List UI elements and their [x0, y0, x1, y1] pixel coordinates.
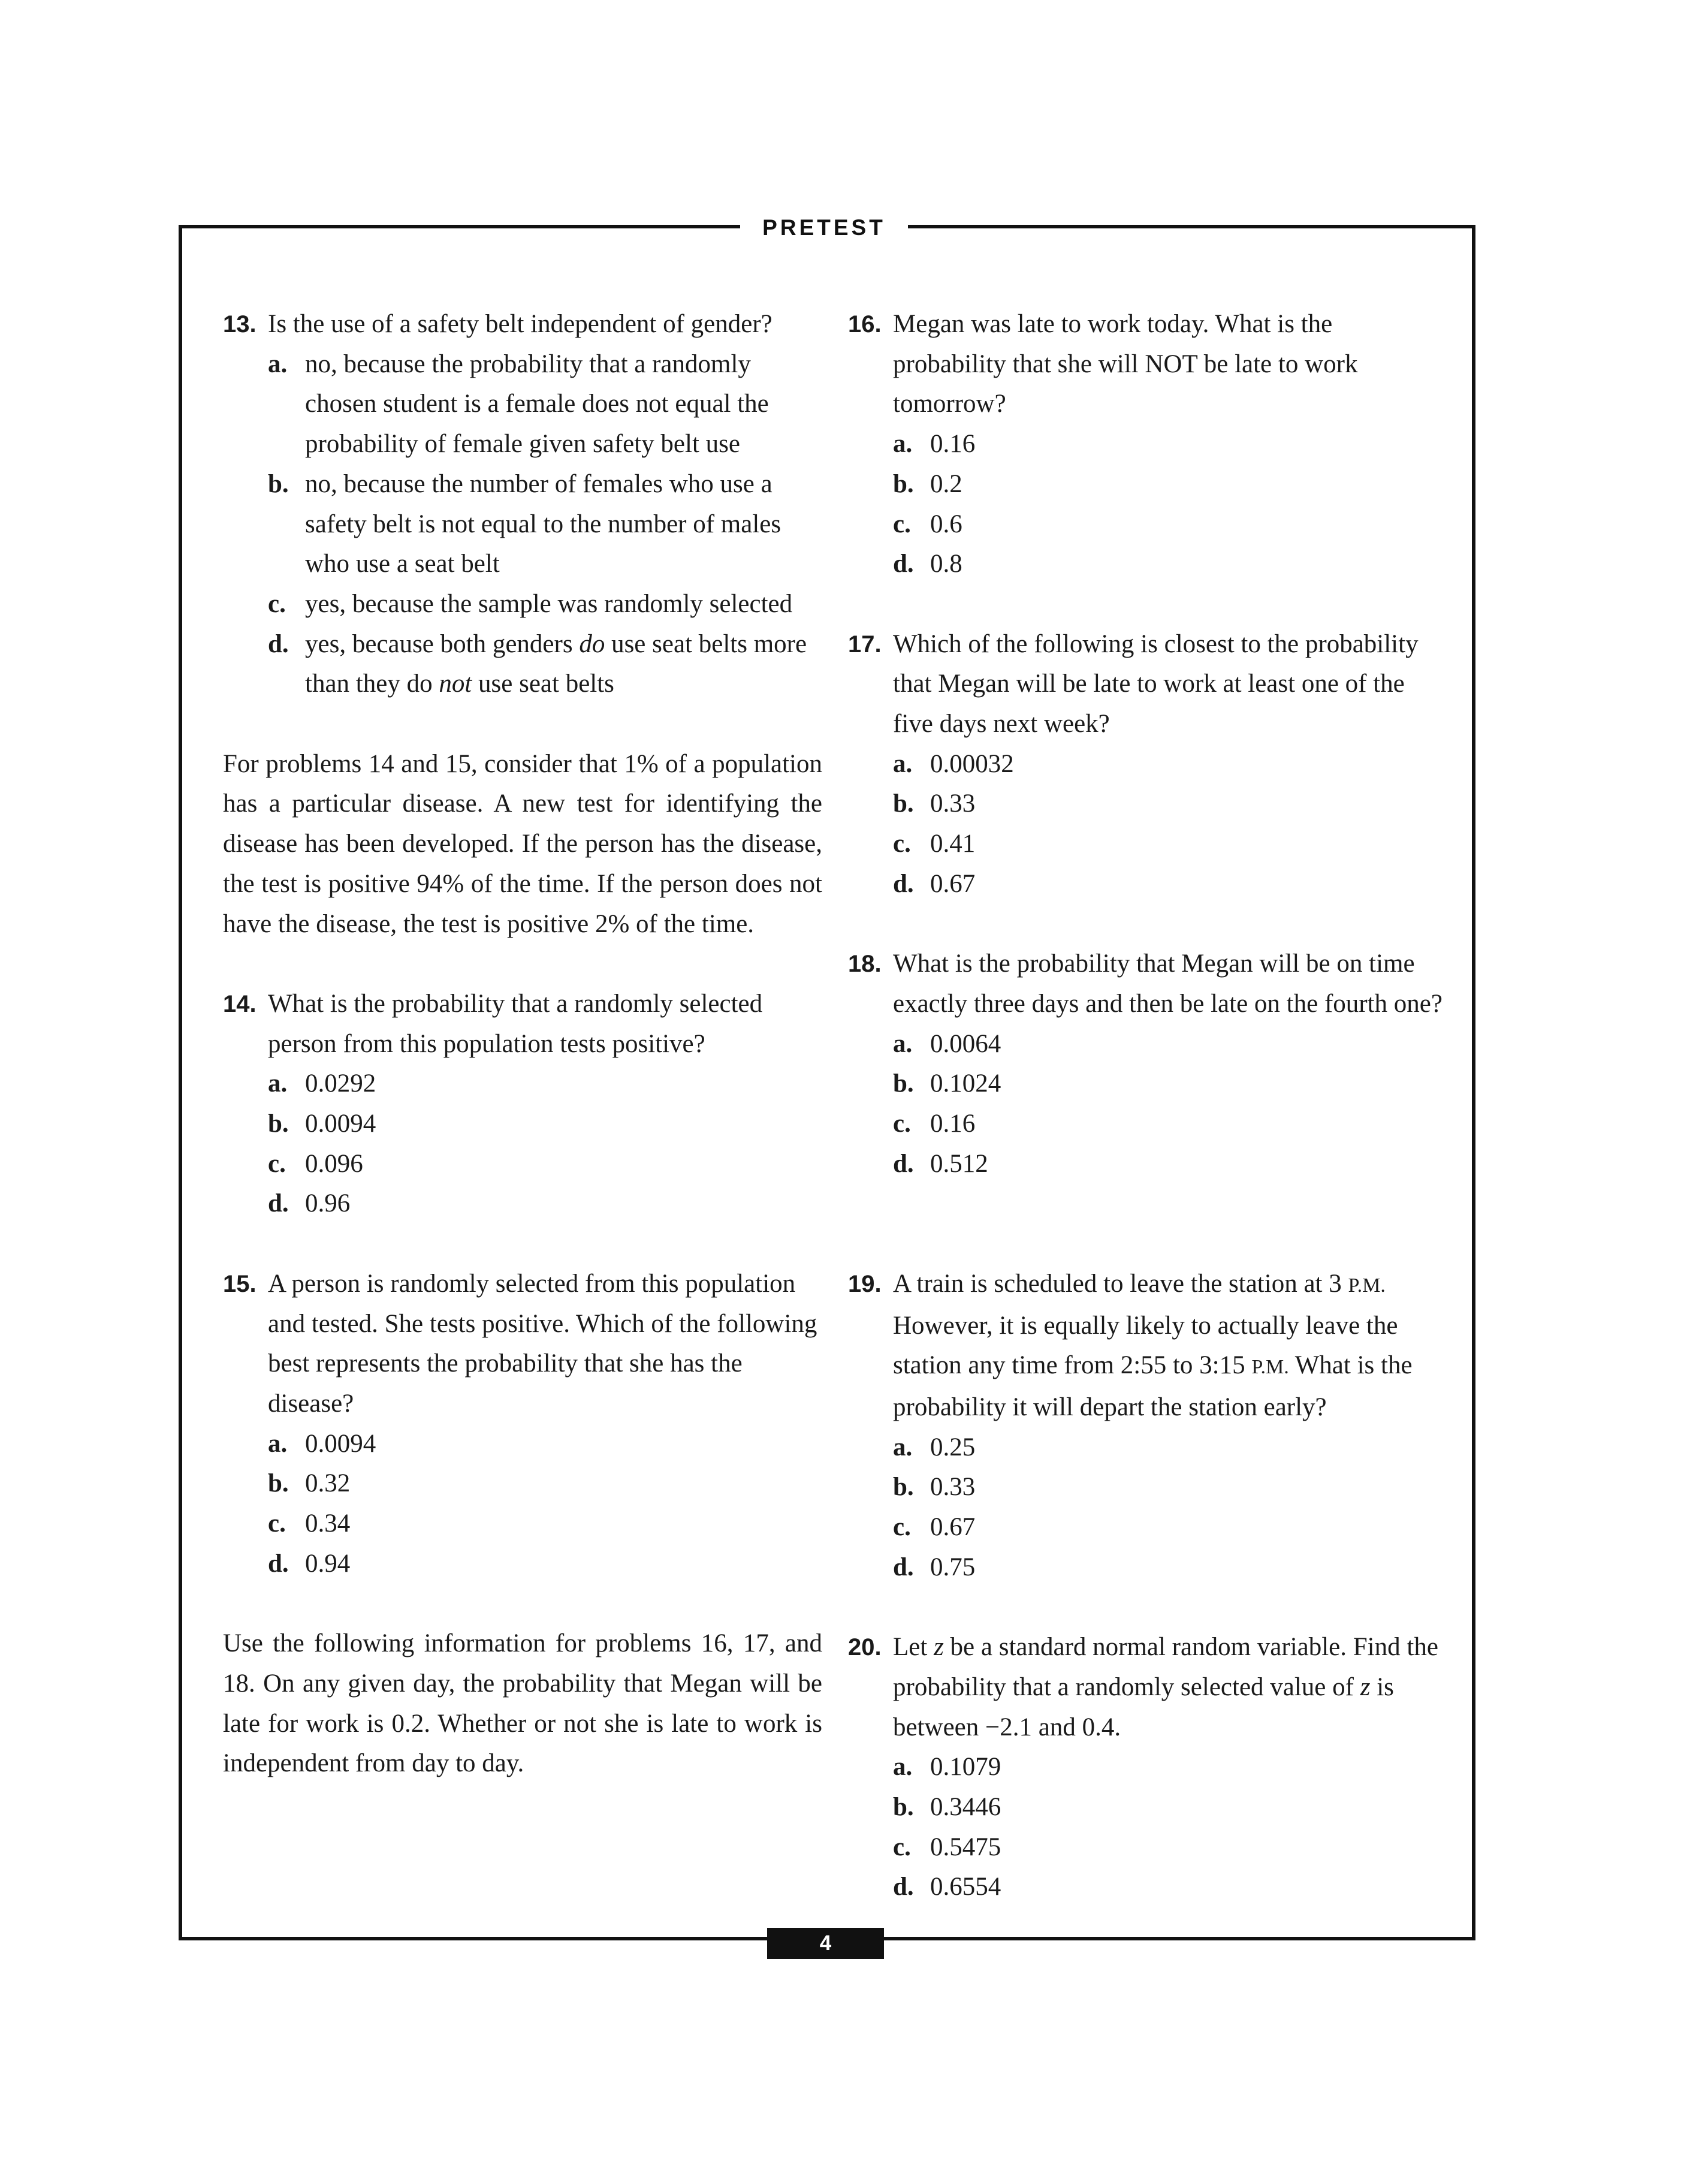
option-label: b. [893, 469, 914, 498]
option-text: 0.512 [930, 1149, 988, 1178]
option-13c[interactable] [268, 584, 822, 625]
question-number: 19. [848, 1270, 882, 1297]
option-19a[interactable] [893, 1428, 1447, 1468]
option-text: no, because the probability that a randomly chosen student is a female does not equal the probability of female given safety belt use [305, 349, 769, 459]
option-15d[interactable] [268, 1544, 822, 1584]
option-label: c. [893, 1833, 911, 1861]
option-16a[interactable] [893, 424, 1447, 465]
option-20a[interactable] [893, 1747, 1447, 1788]
option-text: 0.00032 [930, 749, 1014, 778]
time-pm: P.M. [1251, 1356, 1289, 1379]
question-text: What is the probability that Megan will be on time exactly three days and then be late on the fourth one? [893, 950, 1443, 1018]
question-number: 18. [848, 951, 882, 978]
option-text: 0.3446 [930, 1792, 1001, 1821]
question-text: Is the use of a safety belt independent of gender? [268, 310, 772, 338]
option-15b[interactable] [268, 1464, 822, 1504]
option-text: 0.2 [930, 469, 962, 498]
option-text: 0.0292 [305, 1069, 376, 1098]
option-label: c. [268, 1149, 286, 1178]
question-text: Megan was late to work today. What is the probability that she will NOT be late to work tomorrow? [893, 310, 1358, 418]
option-13a[interactable] [268, 345, 822, 465]
option-text: 0.32 [305, 1469, 351, 1498]
option-label: b. [268, 1110, 289, 1138]
option-18d[interactable] [893, 1144, 1447, 1185]
option-20c[interactable] [893, 1828, 1447, 1868]
option-label: a. [268, 349, 288, 378]
option-text: 0.0094 [305, 1429, 376, 1458]
option-15a[interactable] [268, 1424, 822, 1464]
question-text: Which of the following is closest to the probability that Megan will be late to work at least one of the five days next week? [893, 629, 1419, 739]
question-number: 15. [223, 1270, 256, 1297]
page-number: 4 [767, 1928, 884, 1959]
option-label: b. [893, 1792, 914, 1821]
option-17c[interactable] [893, 824, 1447, 864]
question-text: A train is scheduled to leave the station at 3 P.M. However, it is equally likely to actually leave the station any time from 2:55 to 3:15 P.M. What is the probability it will depart the station early? [893, 1269, 1413, 1421]
option-label: a. [893, 1433, 913, 1461]
option-text: 0.6 [930, 510, 962, 538]
option-label: b. [268, 469, 289, 498]
option-17a[interactable] [893, 745, 1447, 785]
option-label: b. [893, 789, 914, 818]
option-20d[interactable] [893, 1867, 1447, 1907]
option-label: b. [268, 1469, 289, 1498]
option-label: a. [893, 1029, 913, 1058]
question-14 [223, 984, 822, 1224]
question-number: 17. [848, 631, 882, 658]
option-text: 0.41 [930, 830, 976, 858]
option-14b[interactable] [268, 1104, 822, 1144]
right-column [848, 305, 1447, 1907]
option-text: 0.67 [930, 1513, 976, 1542]
option-16d[interactable] [893, 544, 1447, 584]
option-19b[interactable] [893, 1467, 1447, 1508]
option-label: d. [268, 1549, 289, 1578]
option-label: d. [893, 869, 914, 898]
option-text: 0.0064 [930, 1029, 1001, 1058]
variable-z: z [934, 1633, 944, 1662]
option-text: 0.5475 [930, 1833, 1001, 1861]
option-20b[interactable] [893, 1788, 1447, 1828]
option-text: 0.67 [930, 869, 976, 898]
option-label: d. [893, 550, 914, 578]
option-label: d. [268, 629, 289, 658]
option-text: 0.75 [930, 1553, 976, 1581]
intro-paragraph-16-18: Use the following information for problems 16, 17, and 18. On any given day, the probability that Megan will be late for work is 0.2. Whether or not she is late to work is independent from day to day. [223, 1629, 822, 1778]
option-label: c. [893, 1513, 911, 1542]
option-text: 0.34 [305, 1509, 351, 1538]
option-text: 0.0094 [305, 1110, 376, 1138]
option-text: 0.94 [305, 1549, 351, 1578]
option-18a[interactable] [893, 1024, 1447, 1065]
option-text: 0.1079 [930, 1753, 1001, 1782]
option-text: 0.1024 [930, 1069, 1001, 1098]
option-label: d. [893, 1149, 914, 1178]
time-pm: P.M. [1348, 1274, 1386, 1297]
question-13 [223, 305, 822, 704]
option-label: a. [893, 430, 913, 459]
option-label: a. [893, 749, 913, 778]
option-17d[interactable] [893, 864, 1447, 905]
option-15c[interactable] [268, 1504, 822, 1544]
option-label: c. [893, 1110, 911, 1138]
question-20 [848, 1627, 1447, 1907]
option-text: 0.8 [930, 550, 962, 578]
option-text: yes, because both genders do use seat belts more than they do not use seat belts [305, 629, 807, 698]
option-label: d. [268, 1189, 289, 1218]
question-text: A person is randomly selected from this population and tested. She tests positive. Which of the following best represents the probability that she has the disease? [268, 1269, 817, 1418]
option-text: 0.16 [930, 430, 976, 459]
option-18c[interactable] [893, 1104, 1447, 1144]
option-16b[interactable] [893, 465, 1447, 505]
option-label: a. [268, 1069, 288, 1098]
question-text: Let z be a standard normal random variable. Find the probability that a randomly selected value of z is between −2.1 and 0.4. [893, 1633, 1438, 1741]
option-17b[interactable] [893, 784, 1447, 824]
header-title: PRETEST [740, 213, 908, 243]
option-text: 0.6554 [930, 1873, 1001, 1901]
option-label: a. [893, 1753, 913, 1782]
question-number: 14. [223, 990, 256, 1017]
option-14c[interactable] [268, 1144, 822, 1185]
question-number: 13. [223, 311, 256, 337]
question-18 [848, 944, 1447, 1184]
option-label: c. [893, 830, 911, 858]
option-label: c. [268, 589, 286, 618]
option-text: 0.33 [930, 1473, 976, 1502]
question-15 [223, 1264, 822, 1584]
option-13d[interactable] [268, 625, 822, 704]
left-column [223, 305, 822, 1784]
option-text: 0.16 [930, 1110, 976, 1138]
question-17 [848, 625, 1447, 905]
question-19 [848, 1264, 1447, 1588]
option-label: d. [893, 1553, 914, 1581]
intro-paragraph-14-15: For problems 14 and 15, consider that 1% of a population has a particular disease. A new test for identifying the disease has been developed. If the person has the disease, the test is positive 94% of the time. If the person does not have the disease, the test is positive 2% of the time. [223, 749, 822, 938]
question-number: 16. [848, 311, 882, 337]
option-label: c. [893, 510, 911, 538]
question-number: 20. [848, 1634, 882, 1661]
option-19d[interactable] [893, 1548, 1447, 1588]
option-text: 0.25 [930, 1433, 976, 1461]
option-16c[interactable] [893, 505, 1447, 545]
option-label: d. [893, 1873, 914, 1901]
option-18b[interactable] [893, 1064, 1447, 1104]
option-14d[interactable] [268, 1184, 822, 1224]
option-label: b. [893, 1473, 914, 1502]
emphasis-not: not [439, 670, 472, 698]
question-text: What is the probability that a randomly selected person from this population tests positive? [268, 989, 763, 1058]
option-label: c. [268, 1509, 286, 1538]
option-label: a. [268, 1429, 288, 1458]
question-16 [848, 305, 1447, 584]
option-14a[interactable] [268, 1064, 822, 1104]
option-text: no, because the number of females who use a safety belt is not equal to the number of males who use a seat belt [305, 469, 781, 578]
variable-z: z [1360, 1672, 1371, 1701]
option-label: b. [893, 1069, 914, 1098]
option-19c[interactable] [893, 1508, 1447, 1548]
option-text: 0.096 [305, 1149, 363, 1178]
option-13b[interactable] [268, 465, 822, 584]
option-text: yes, because the sample was randomly selected [305, 589, 793, 618]
option-text: 0.96 [305, 1189, 351, 1218]
emphasis-do: do [579, 629, 605, 658]
option-text: 0.33 [930, 789, 976, 818]
